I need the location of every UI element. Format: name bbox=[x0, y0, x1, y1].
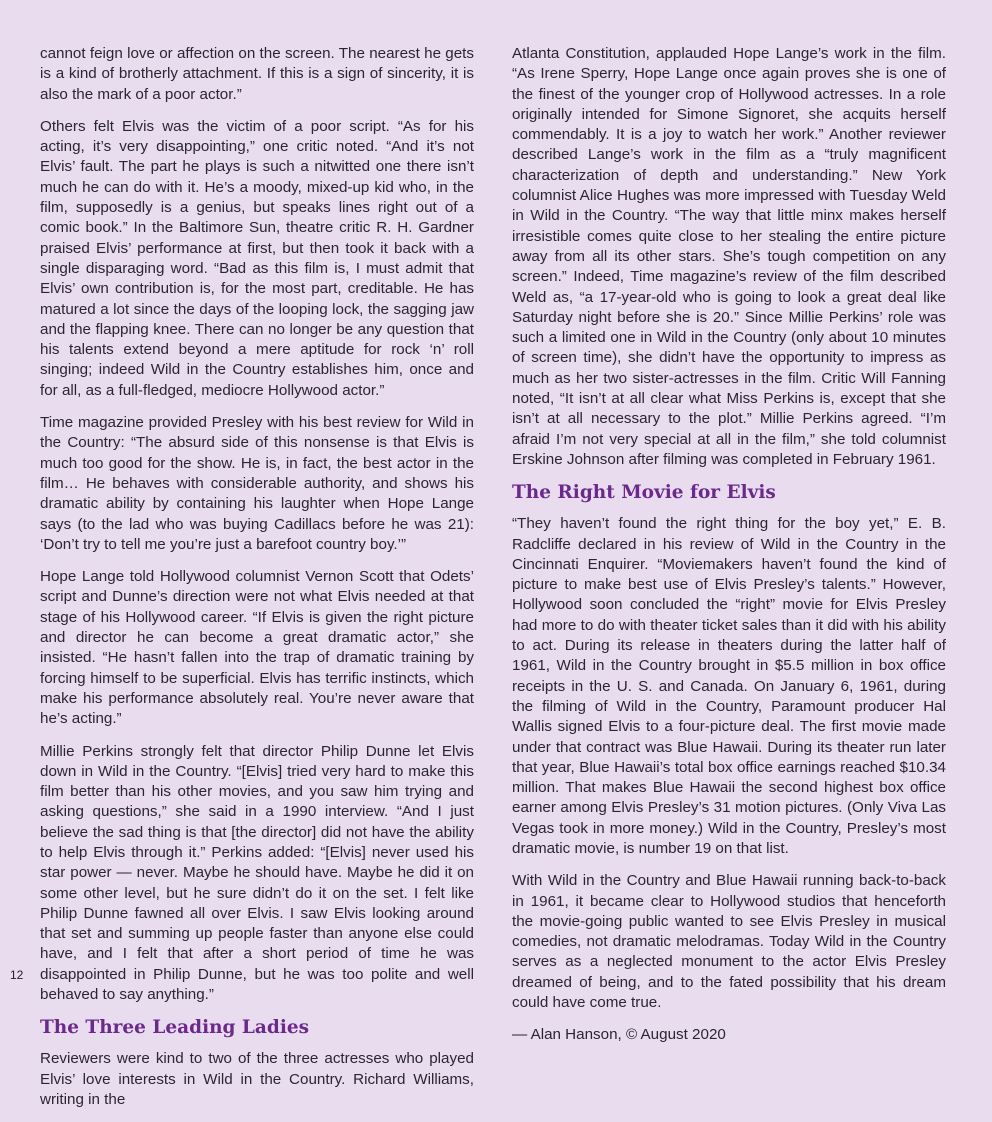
body-paragraph: Millie Perkins strongly felt that director Philip Dunne let Elvis down in Wild in the Country. “[Elvis] tried very hard to make this film better than his other movies, and you saw him trying and asking questions,” she said in a 1990 interview. “And I just believe the sad thing is that [the director] did not have the ability to help Elvis through it.” Perkins added: “[Elvis] never used his star power — never. Maybe he should have. Maybe he did it on some other level, but he sure didn’t do it on the set. I felt like Philip Dunne fawned all over Elvis. I saw Elvis looking around that set and summing up people faster than anyone else could have, and I felt that after a short period of time he was disappointed in Philip Dunne, but he was too polite and well behaved to say anything.” bbox=[40, 742, 474, 1004]
left-column bbox=[40, 44, 474, 1122]
body-paragraph: “They haven’t found the right thing for the boy yet,” E. B. Radcliffe declared in his review of Wild in the Country in the Cincinnati Enquirer. “Moviemakers haven’t found the kind of picture to make best use of Elvis Presley’s talents.” However, Hollywood soon concluded the “right” movie for Elvis Presley had more to do with theater ticket sales than it did with his ability to act. During its release in theaters during the latter half of 1961, Wild in the Country brought in $5.5 million in box office receipts in the U. S. and Canada. On January 6, 1961, during the filming of Wild in the Country, Paramount producer Hal Wallis signed Elvis to a four-picture deal. The first movie made under that contract was Blue Hawaii. During its theater run later that year, Blue Hawaii’s total box office earnings reached $10.34 million. That makes Blue Hawaii the second highest box office earner among Elvis Presley’s 31 motion pictures. (Only Viva Las Vegas took in more money.) Wild in the Country, Presley’s most dramatic movie, is number 19 on that list. bbox=[512, 515, 946, 857]
body-paragraph: Others felt Elvis was the victim of a poor script. “As for his acting, it’s very disappointing,” one critic noted. “And it’s not Elvis’ fault. The part he plays is such a nitwitted one there isn’t much he can do with it. He’s a moody, mixed-up kid who, in the film, supposedly is a genius, but speaks lines right out of a comic book.” In the Baltimore Sun, theatre critic R. H. Gardner praised Elvis’ performance at first, but then took it back with a single disparaging word. “Bad as this film is, I must admit that Elvis’ own contribution is, for the most part, creditable. He has matured a lot since the days of the looping lock, the sagging jaw and the flapping knee. There can no longer be any question that his talents extend beyond a mere aptitude for rock ‘n’ roll singing; indeed Wild in the Country establishes him, once and for all, as a full-fledged, mediocre Hollywood actor.” bbox=[40, 117, 474, 399]
section-heading: The Right Movie for Elvis bbox=[512, 482, 776, 504]
section-heading: The Three Leading Ladies bbox=[40, 1017, 310, 1039]
body-paragraph: cannot feign love or affection on the screen. The nearest he gets is a kind of brotherly attachment. If this is a sign of sincerity, it is also the mark of a poor actor.” bbox=[40, 45, 474, 103]
body-paragraph: Atlanta Constitution, applauded Hope Lange’s work in the film. “As Irene Sperry, Hope Lange once again proves she is one of the finest of the younger crop of Hollywood actresses. In a role originally intended for Simone Signoret, she acquits herself commendably. It is a joy to watch her work.” Another reviewer described Lange’s work in the film as a “truly magnificent characterization of depth and understanding.” New York columnist Alice Hughes was more impressed with Tuesday Weld in Wild in the Country. “The way that little minx makes herself irresistible comes quite close to her stealing the entire picture away from all its other stars. She’s tough competition on any screen.” Indeed, Time magazine’s review of the film described Weld as, “a 17-year-old who is going to look a great deal like Saturday night before she is 20.” Since Millie Perkins’ role was such a limited one in Wild in the Country (only about 10 minutes of screen time), she didn’t have the opportunity to impress as much as her two sister-actresses in the film. Critic Will Fanning noted, “It isn’t at all clear what Miss Perkins is, except that she isn’t at all necessary to the plot.” Millie Perkins agreed. “I’m afraid I’m not very special at all in the film,” she told columnist Erskine Johnson after filming was completed in February 1961. bbox=[512, 45, 946, 468]
right-column bbox=[512, 44, 946, 1058]
page-number: 12 bbox=[10, 968, 24, 982]
body-paragraph: Time magazine provided Presley with his best review for Wild in the Country: “The absurd side of this nonsense is that Elvis is much too good for the show. He is, in fact, the best actor in the film… He behaves with considerable authority, and shows his dramatic ability by containing his laughter when Hope Lange says (to the lad who was buying Cadillacs before he was 21): ‘Don’t try to tell me you’re just a barefoot country boy.’” bbox=[40, 414, 474, 553]
body-paragraph: Reviewers were kind to two of the three actresses who played Elvis’ love interests in Wild in the Country. Richard Williams, writing in the bbox=[40, 1050, 474, 1108]
body-paragraph: Hope Lange told Hollywood columnist Vernon Scott that Odets’ script and Dunne’s direction were not what Elvis needed at that stage of his Hollywood career. “If Elvis is given the right picture and director he can become a great dramatic actor,” she insisted. “He hasn’t fallen into the trap of dramatic training by forcing himself to be superficial. Elvis has terrific instincts, which make his performance absolutely real. You’re never aware that he’s acting.” bbox=[40, 568, 474, 728]
body-paragraph: With Wild in the Country and Blue Hawaii running back-to-back in 1961, it became clear to Hollywood studios that henceforth the movie-going public wanted to see Elvis Presley in musical comedies, not dramatic melodramas. Today Wild in the Country serves as a neglected monument to the actor Elvis Presley dreamed of being, and to the fated possibility that his dream could have come true. bbox=[512, 872, 946, 1012]
author-signature: — Alan Hanson, © August 2020 bbox=[512, 1026, 726, 1044]
